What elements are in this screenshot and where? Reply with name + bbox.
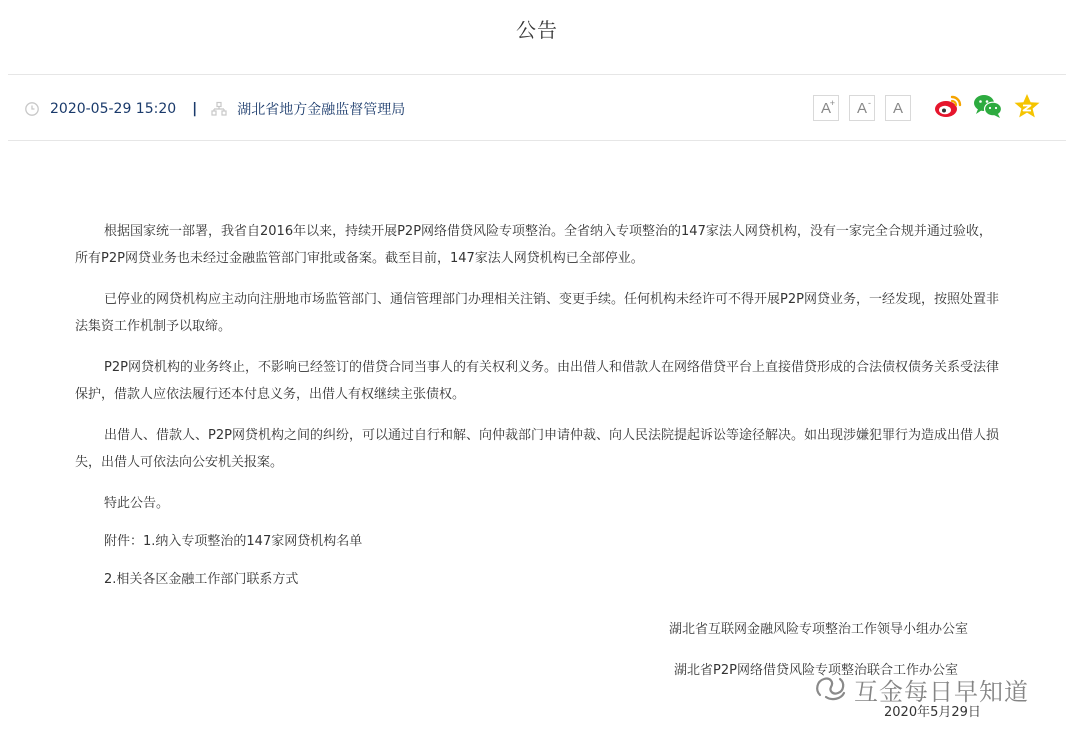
paragraph: 特此公告。: [104, 496, 170, 511]
font-larger-button[interactable]: [813, 95, 839, 121]
paragraph: 根据国家统一部署，我省自2016年以来，持续开展P2P网络借贷风险专项整治。全省纳入专项整治的147家法人网贷机构，没有一家完全合规并通过验收，所有P2P网贷业务也未经过金融监管部门审批或备案。截至目前，147家法人网贷机构已全部停业。: [75, 224, 992, 266]
org-icon: [211, 101, 227, 117]
wechat-icon[interactable]: [973, 93, 1003, 123]
font-larger-mark: +: [829, 98, 835, 108]
qzone-icon[interactable]: [1013, 93, 1041, 123]
meta-separator: |: [192, 101, 198, 117]
signature-office-2: 湖北省P2P网络借贷风险专项整治联合工作办公室: [674, 663, 958, 678]
font-smaller-button[interactable]: [885, 95, 911, 121]
article-meta: [24, 98, 405, 120]
signature-date: 2020年5月29日: [884, 705, 981, 720]
font-larger-label: A: [820, 99, 831, 117]
top-divider: [8, 74, 1066, 75]
paragraph: 出借人、借款人、P2P网贷机构之间的纠纷，可以通过自行和解、向仲裁部门申请仲裁、向人民法院提起诉讼等途径解决。如出现涉嫌犯罪行为造成出借人损失，出借人可依法向公安机关报案。: [75, 428, 999, 470]
font-default-label: A: [856, 99, 867, 117]
font-default-button[interactable]: [849, 95, 875, 121]
attachment-1: 附件：1.纳入专项整治的147家网贷机构名单: [104, 534, 363, 549]
font-default-mark: -: [868, 98, 871, 108]
clock-icon: [24, 101, 40, 117]
weibo-icon[interactable]: [933, 93, 963, 123]
paragraph: 已停业的网贷机构应主动向注册地市场监管部门、通信管理部门办理相关注销、变更手续。任何机构未经许可不得开展P2P网贷业务，一经发现，按照处置非法集资工作机制予以取缔。: [75, 292, 999, 334]
paragraph: P2P网贷机构的业务终止，不影响已经签订的借贷合同当事人的有关权利义务。由出借人和借款人在网络借贷平台上直接借贷形成的合法债权债务关系受法律保护，借款人应依法履行还本付息义务，出借人有权继续主张债权。: [75, 360, 999, 402]
share-bar: [933, 93, 1051, 123]
page-title: 公告: [516, 18, 558, 42]
signature-office-1: 湖北省互联网金融风险专项整治工作领导小组办公室: [669, 622, 969, 637]
font-smaller-label: A: [892, 99, 903, 117]
article-toolbar: [813, 93, 1051, 123]
attachment-2: 2.相关各区金融工作部门联系方式: [104, 572, 299, 587]
article-body: [75, 218, 1000, 604]
publish-date: 2020-05-29 15:20: [50, 101, 177, 117]
wechat-channel-icon: [814, 673, 848, 707]
meta-divider: [8, 140, 1066, 141]
watermark-text: 互金每日早知道: [854, 678, 1029, 706]
source-agency[interactable]: 湖北省地方金融监督管理局: [237, 102, 406, 118]
